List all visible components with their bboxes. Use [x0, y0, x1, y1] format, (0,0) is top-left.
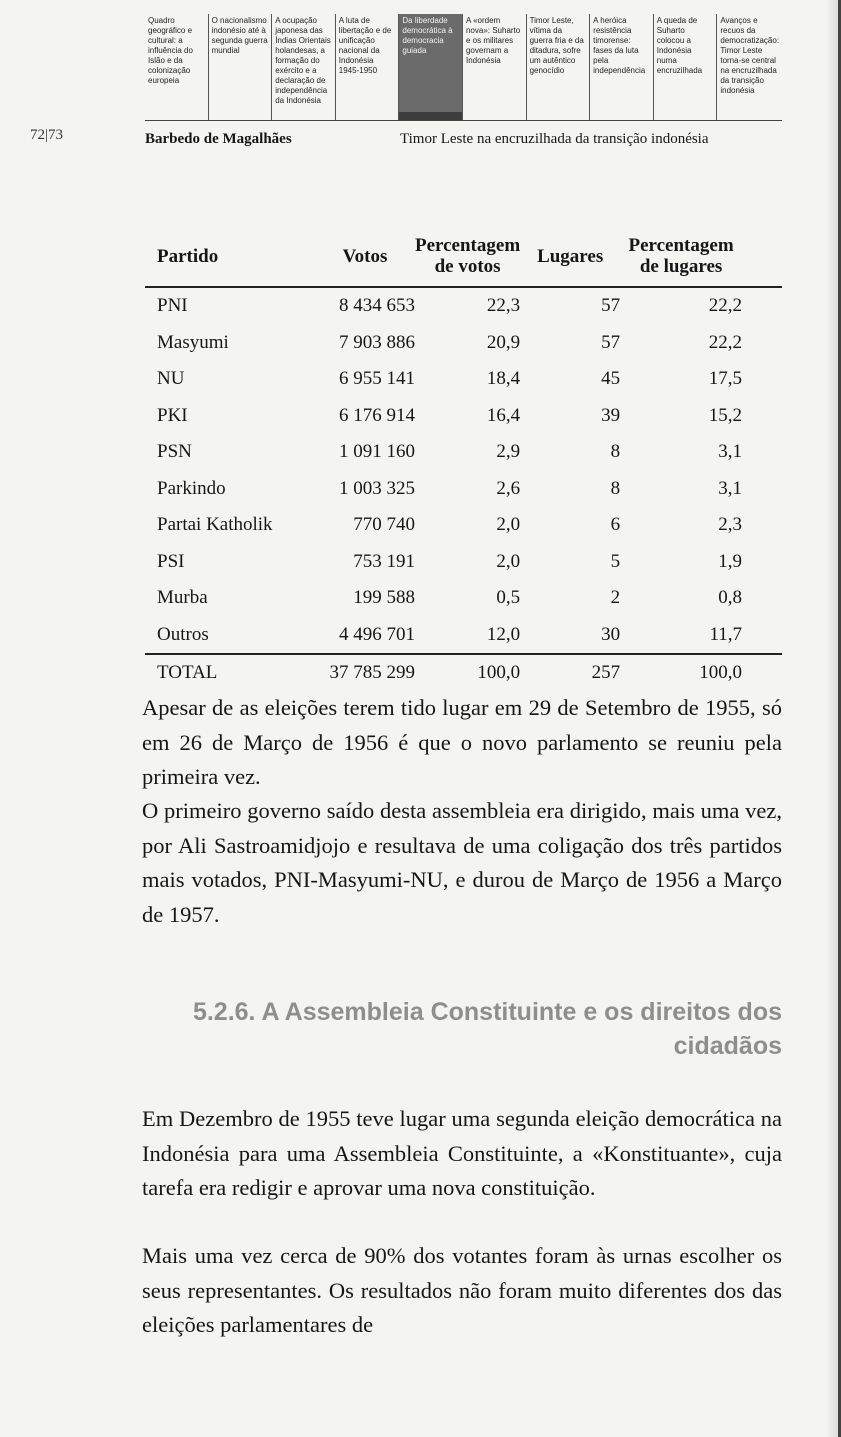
cell-pct-seats: 11,7 [709, 623, 742, 645]
cell-votes: 770 740 [353, 514, 415, 536]
cell-pct-seats: 17,5 [708, 368, 742, 390]
cell-party: TOTAL [145, 654, 315, 692]
header-seats: Lugares [520, 226, 620, 287]
chapter-strip-item: Da liberdade democrática à democracia guiada [398, 14, 462, 120]
cell-pct-seats: 3,1 [718, 441, 742, 463]
cell-party: Partai Katholik [157, 514, 273, 536]
cell-party: Murba [157, 587, 208, 609]
cell-seats: 57 [601, 331, 621, 353]
table-row [145, 361, 782, 398]
cell-pct-seats: 22,2 [708, 295, 742, 317]
running-header-author: Barbedo de Magalhães [145, 131, 292, 147]
cell-pct-votes: 2,9 [496, 441, 521, 463]
cell-party: Outros [157, 623, 209, 645]
chapter-strip-item: Avanços e recuos da democratização: Timor Leste torna-se central na encruzilhada da transição indonésia [716, 14, 782, 120]
cell-pct-seats: 100,0 [620, 654, 782, 692]
cell-votes: 1 091 160 [339, 441, 415, 463]
cell-pct-votes: 2,0 [496, 550, 521, 572]
page-number: 72|73 [30, 127, 64, 143]
cell-seats: 2 [610, 587, 621, 609]
table-header-row [145, 226, 782, 287]
paragraph-elections-date: Apesar de as eleições terem tido lugar em 29 de Setembro de 1955, só em 26 de Março de 1956 é que o novo parlamento se reuniu pela primeira vez. [142, 695, 782, 789]
cell-votes: 199 588 [353, 587, 415, 609]
cell-seats: 57 [601, 295, 621, 317]
cell-votes: 8 434 653 [339, 295, 415, 317]
cell-votes: 7 903 886 [339, 331, 415, 353]
cell-pct-votes: 22,3 [486, 295, 521, 317]
cell-seats: 257 [520, 654, 620, 692]
cell-seats: 30 [601, 623, 621, 645]
cell-party: PSI [157, 550, 185, 572]
cell-party: PKI [157, 404, 188, 426]
table-row [145, 471, 782, 508]
paragraph-turnout: Mais uma vez cerca de 90% dos votantes foram às urnas escolher os seus representantes. Os resultados não foram muito diferentes dos das eleições parlamentares de [142, 1243, 782, 1337]
cell-pct-votes: 100,0 [415, 654, 520, 692]
cell-pct-seats: 1,9 [718, 550, 742, 572]
section-title: 5.2.6. A Assembleia Constituinte e os direitos dos cidadãos [192, 998, 782, 1060]
table-total-row [145, 654, 782, 692]
cell-seats: 8 [610, 477, 621, 499]
table-row [145, 325, 782, 362]
cell-party: Parkindo [157, 477, 226, 499]
table-row [145, 434, 782, 471]
cell-pct-votes: 20,9 [486, 331, 521, 353]
table-row [145, 287, 782, 325]
cell-party: PNI [157, 295, 188, 317]
header-votes: Votos [315, 226, 415, 287]
cell-votes: 6 176 914 [339, 404, 415, 426]
cell-party: PSN [157, 441, 192, 463]
cell-votes: 4 496 701 [339, 623, 415, 645]
cell-pct-votes: 2,0 [496, 514, 521, 536]
cell-pct-seats: 15,2 [708, 404, 742, 426]
cell-pct-votes: 12,0 [486, 623, 521, 645]
paragraph-first-government: O primeiro governo saído desta assembleia era dirigido, mais uma vez, por Ali Sastroamidjojo e resultava de uma coligação dos três partidos mais votados, PNI-Masyumi-NU, e durou de Março de 1956 a Março de 1957. [142, 798, 782, 927]
chapter-strip-item: A ocupação japonesa das Índias Orientais holandesas, a formação do exército e a declaração de independência da Indonésia [271, 14, 335, 120]
table-row [145, 398, 782, 435]
cell-votes: 753 191 [353, 550, 415, 572]
header-pct-votes: Percentagem de votos [415, 226, 520, 287]
header-party: Partido [145, 226, 315, 287]
cell-pct-seats: 3,1 [718, 477, 742, 499]
chapter-strip-item: A heróica resistência timorense: fases da luta pela independência [589, 14, 653, 120]
cell-pct-votes: 16,4 [486, 404, 521, 426]
cell-pct-seats: 0,8 [718, 587, 742, 609]
cell-votes: 6 955 141 [339, 368, 415, 390]
cell-seats: 39 [601, 404, 621, 426]
cell-seats: 6 [610, 514, 621, 536]
cell-seats: 5 [610, 550, 621, 572]
chapter-strip-item: A «ordem nova»: Suharto e os militares governam a Indonésia [462, 14, 526, 120]
chapter-strip-item: Timor Leste, vítima da guerra fria e da ditadura, sofre um autêntico genocídio [526, 14, 590, 120]
cell-votes: 1 003 325 [339, 477, 415, 499]
table-row [145, 580, 782, 617]
chapter-strip-item: A luta de libertação e de unificação nacional da Indonésia 1945-1950 [335, 14, 399, 120]
chapter-strip [145, 14, 782, 121]
cell-votes: 37 785 299 [315, 654, 415, 692]
cell-pct-votes: 18,4 [486, 368, 521, 390]
chapter-strip-item: O nacionalismo indonésio até à segunda guerra mundial [208, 14, 272, 120]
cell-pct-votes: 0,5 [496, 587, 521, 609]
cell-party: NU [157, 368, 185, 390]
chapter-strip-item: Quadro geográfico e cultural: a influência do Islão e da colonização europeia [148, 16, 193, 85]
header-pct-seats: Percentagem de lugares [620, 226, 782, 287]
cell-party: Masyumi [157, 331, 229, 353]
table-row [145, 507, 782, 544]
cell-pct-votes: 2,6 [496, 477, 521, 499]
table-row [145, 617, 782, 655]
running-header-title: Timor Leste na encruzilhada da transição indonésia [400, 131, 709, 147]
cell-seats: 45 [601, 368, 621, 390]
cell-seats: 8 [610, 441, 621, 463]
cell-pct-seats: 2,3 [718, 514, 742, 536]
table-row [145, 544, 782, 581]
cell-pct-seats: 22,2 [708, 331, 742, 353]
paragraph-constituent-election: Em Dezembro de 1955 teve lugar uma segunda eleição democrática na Indonésia para uma Assembleia Constituinte, a «Konstituante», cuja tarefa era redigir e aprovar uma nova constituição. [142, 1106, 782, 1200]
chapter-strip-item: A queda de Suharto colocou a Indonésia numa encruzilhada [653, 14, 717, 120]
election-results-table [145, 226, 782, 692]
